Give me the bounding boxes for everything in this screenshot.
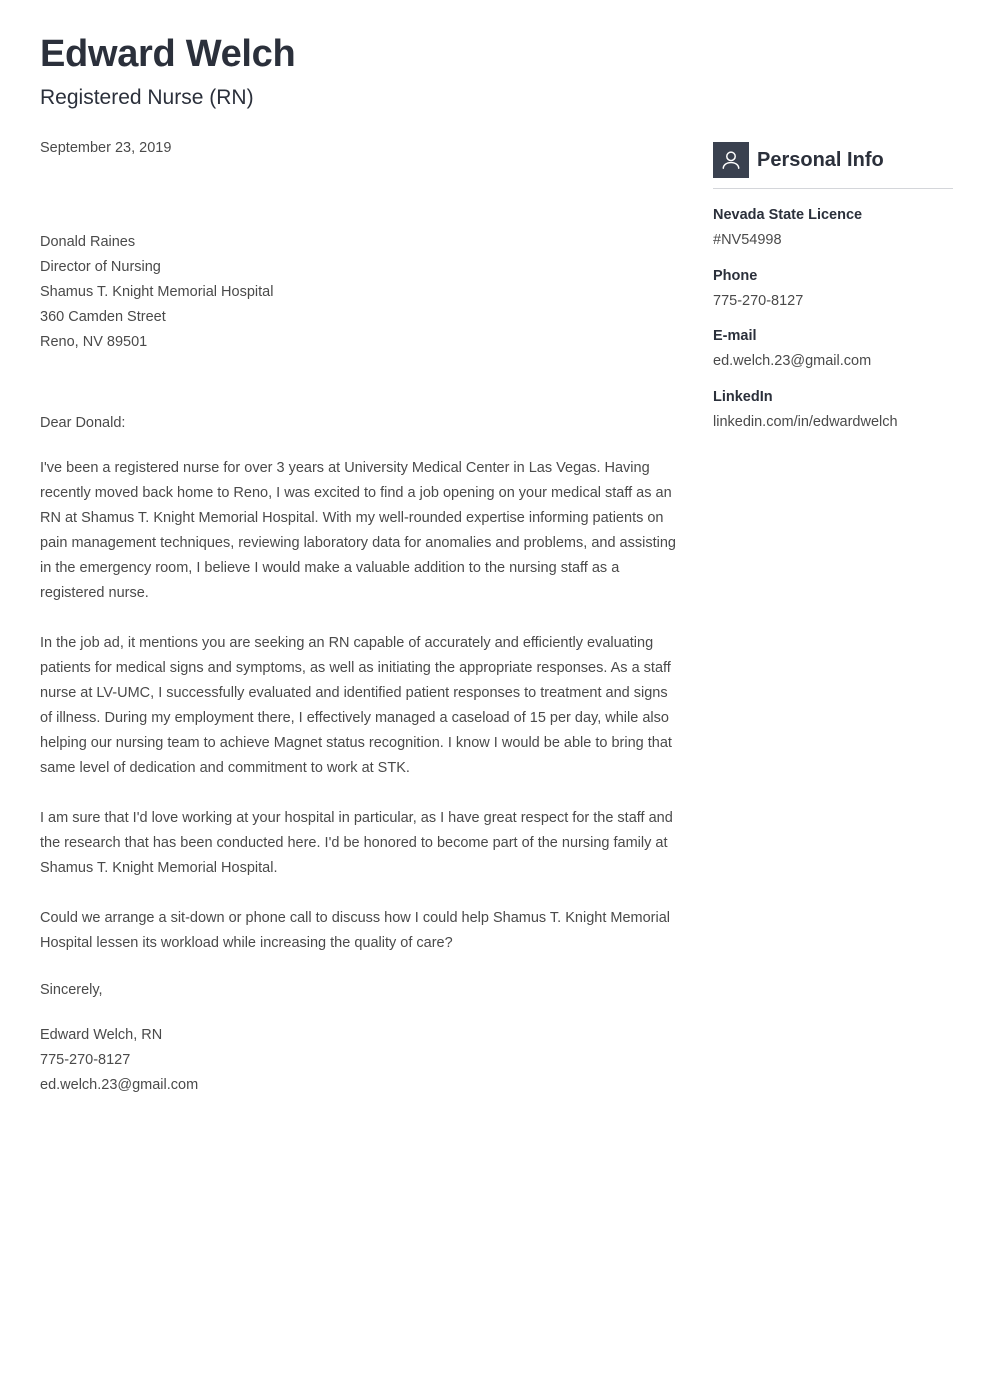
signature-name: Edward Welch, RN <box>40 1027 163 1043</box>
info-item-linkedin <box>713 388 953 432</box>
person-icon <box>713 142 749 178</box>
salutation: Dear Donald: <box>40 415 126 431</box>
signature-phone: 775-270-8127 <box>40 1052 131 1068</box>
info-value: 775-270-8127 <box>713 292 804 309</box>
info-item-licence <box>713 206 953 250</box>
personal-info-title: Personal Info <box>757 149 884 171</box>
body-paragraph: I've been a registered nurse for over 3 years at University Medical Center in Las Vegas. Having recently moved back home to Reno, I was excited to find a job opening on your medical staff as an RN at Shamus T. Knight Memorial Hospital. With my well-rounded expertise informing patients on pain management techniques, reviewing laboratory data for anomalies and problems, and assisting in the emergency room, I believe I would make a valuable addition to the nursing staff as a registered nurse. <box>40 460 676 601</box>
signature-block <box>40 1023 676 1098</box>
signature-email: ed.welch.23@gmail.com <box>40 1077 199 1093</box>
info-label: LinkedIn <box>713 389 773 406</box>
address-line: Shamus T. Knight Memorial Hospital <box>40 284 274 300</box>
applicant-job-title: Registered Nurse (RN) <box>40 86 254 110</box>
personal-info-sidebar <box>713 142 953 432</box>
body-paragraph: In the job ad, it mentions you are seeking an RN capable of accurately and efficiently evaluating patients for medical signs and symptoms, as well as initiating the appropriate responses. As a staff nurse at LV-UMC, I successfully evaluated and identified patient responses to treatment and signs of illness. During my employment there, I effectively managed a caseload of 15 per day, while also helping our nursing team to achieve Magnet status recognition. I know I would be able to bring that same level of dedication and commitment to work at STK. <box>40 635 672 776</box>
info-label: Phone <box>713 267 758 284</box>
info-value[interactable]: ed.welch.23@gmail.com <box>713 353 872 370</box>
body-paragraph: I am sure that I'd love working at your hospital in particular, as I have great respect for the staff and the research that has been conducted here. I'd be honored to become part of the nursing family at Shamus T. Knight Memorial Hospital. <box>40 810 673 876</box>
sidebar-divider <box>713 188 953 189</box>
info-item-phone <box>713 267 953 311</box>
letter-date: September 23, 2019 <box>40 140 172 157</box>
closing-salutation: Sincerely, <box>40 982 103 998</box>
address-line: Donald Raines <box>40 234 136 250</box>
letter-header <box>40 34 680 156</box>
address-line: Reno, NV 89501 <box>40 334 148 350</box>
info-label: E-mail <box>713 328 757 345</box>
applicant-name: Edward Welch <box>40 33 296 75</box>
address-line: 360 Camden Street <box>40 309 166 325</box>
personal-info-header <box>713 142 953 178</box>
body-paragraph: Could we arrange a sit-down or phone call to discuss how I could help Shamus T. Knight Memorial Hospital lessen its workload while increasing the quality of care? <box>40 910 671 951</box>
info-value[interactable]: linkedin.com/in/edwardwelch <box>713 413 898 430</box>
info-value: #NV54998 <box>713 231 782 248</box>
address-line: Director of Nursing <box>40 259 161 275</box>
info-label: Nevada State Licence <box>713 207 863 223</box>
recipient-address-block <box>40 230 676 355</box>
info-item-email <box>713 327 953 371</box>
letter-body <box>40 230 676 1098</box>
